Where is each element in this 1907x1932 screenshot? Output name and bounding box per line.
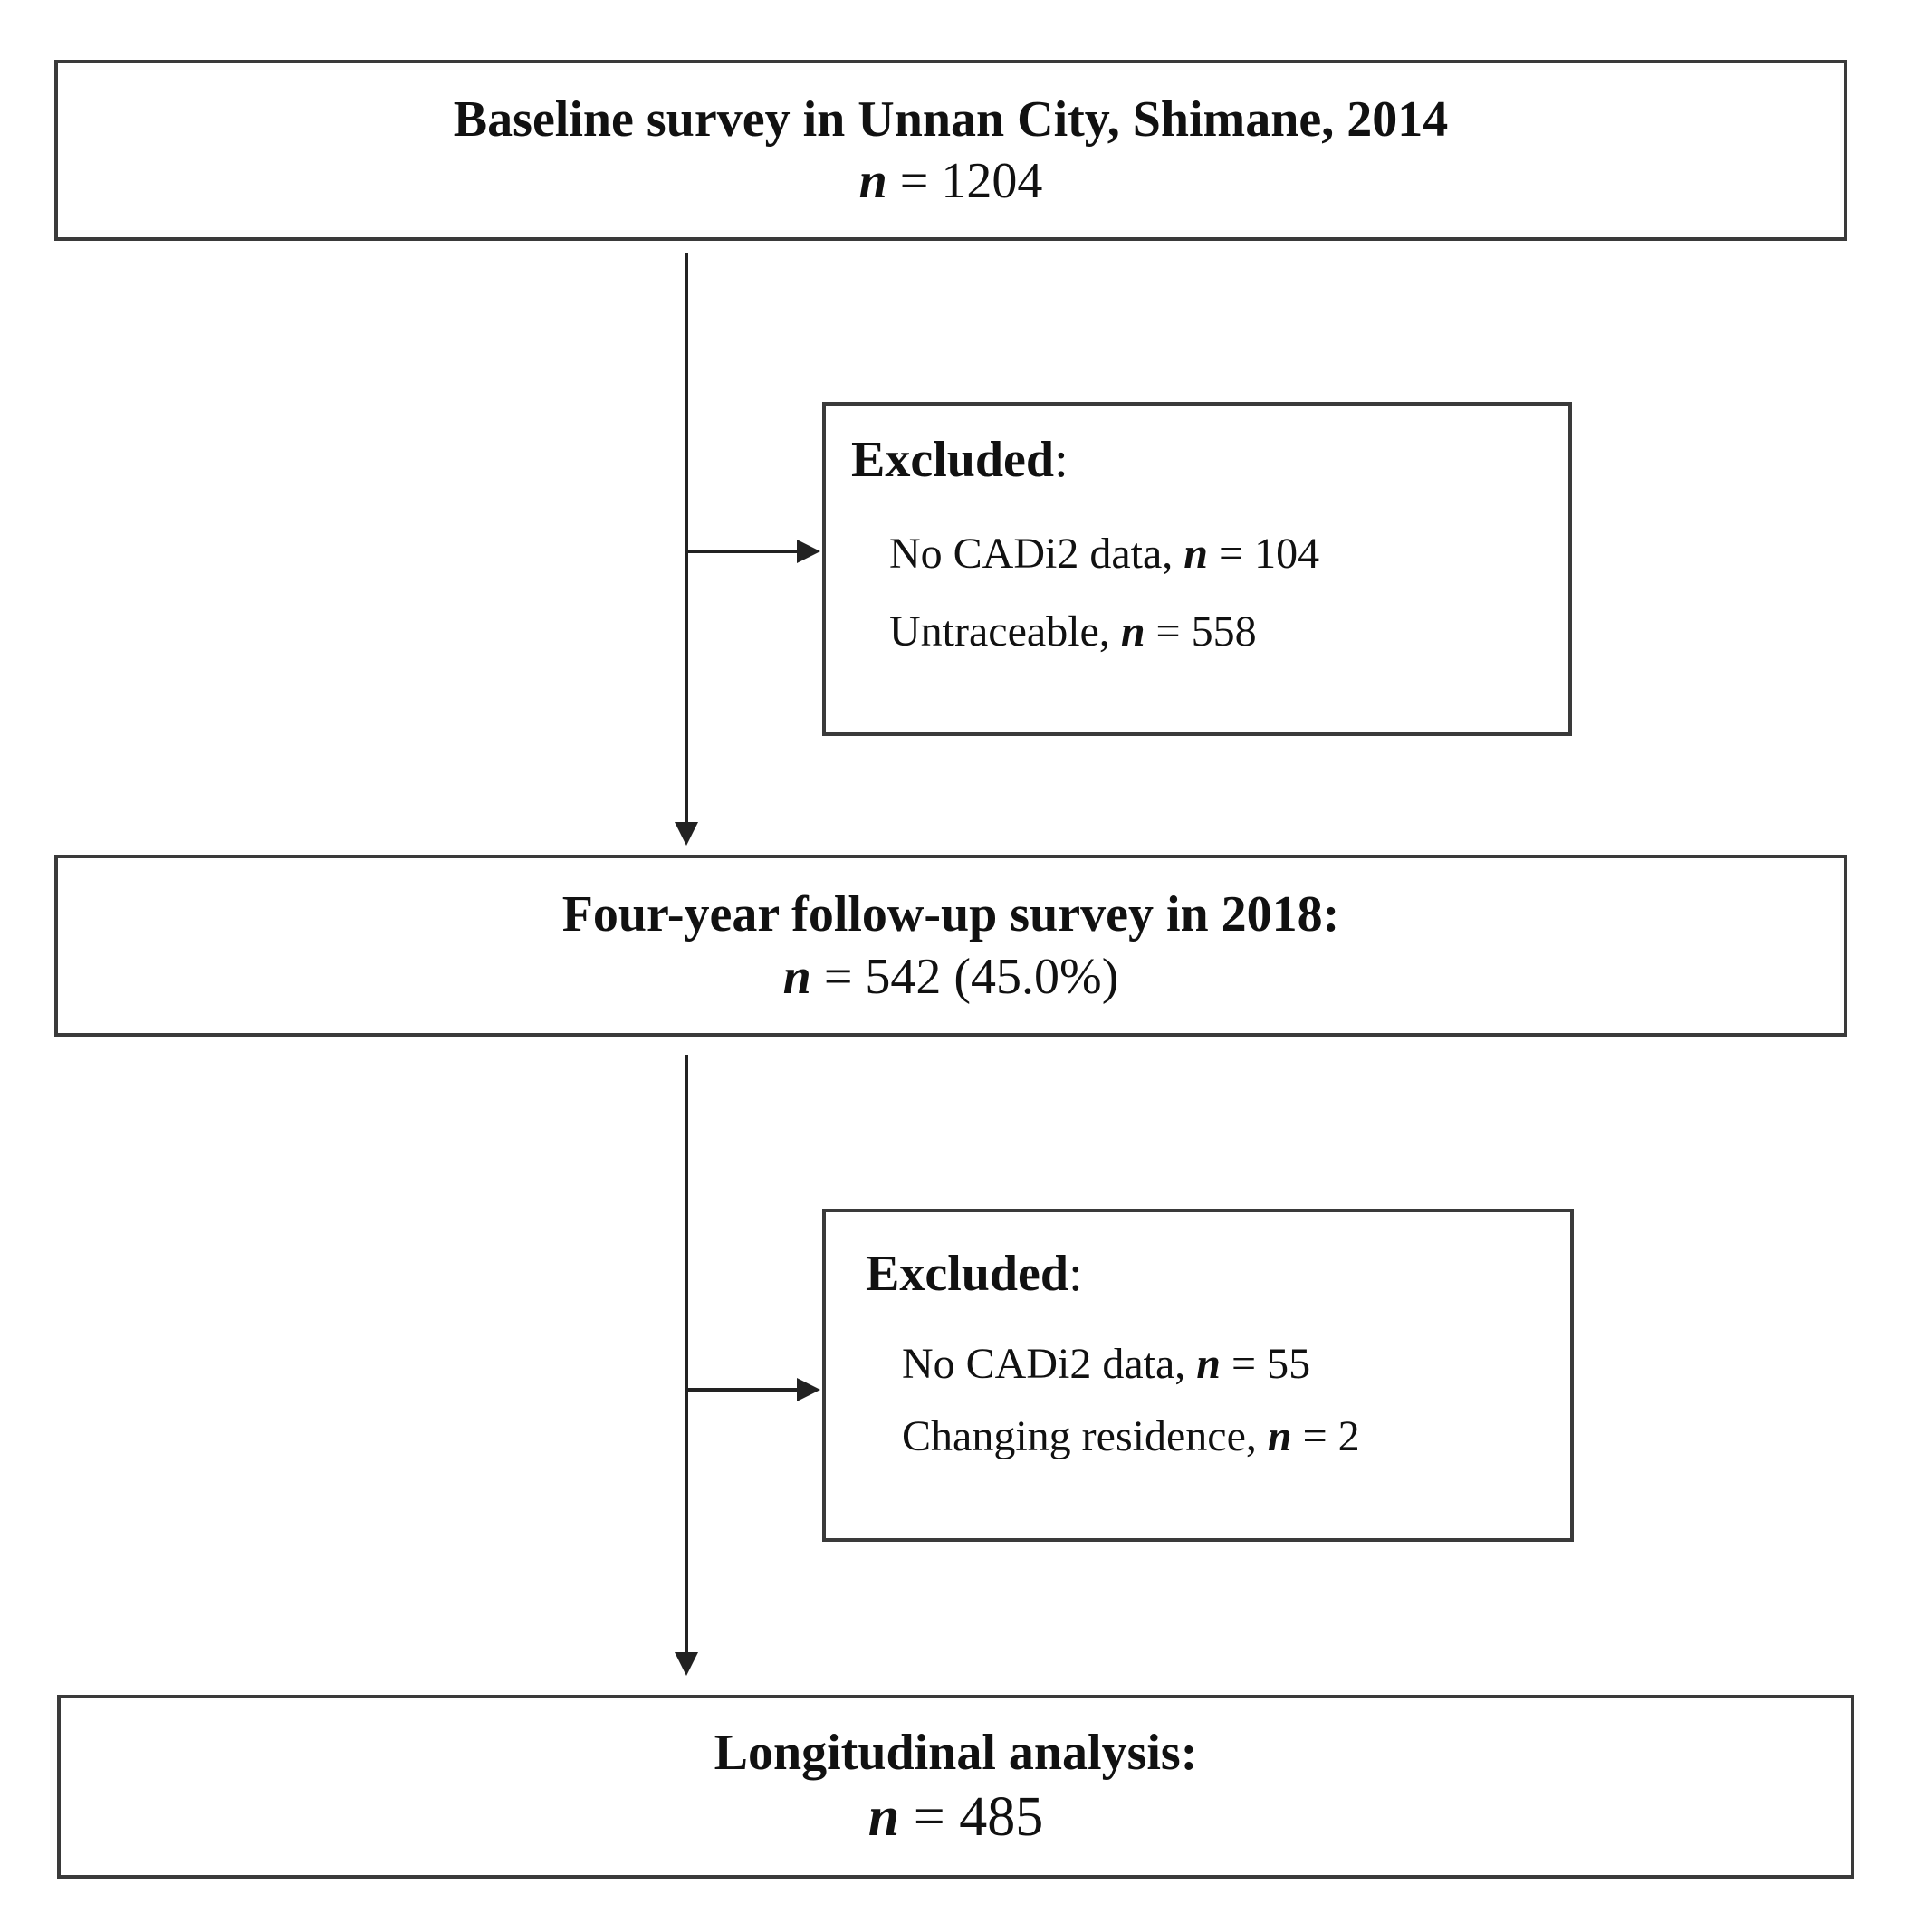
excluded-1-item-1-n: n bbox=[1120, 607, 1145, 655]
longitudinal-analysis-count bbox=[868, 1784, 1043, 1852]
excluded-box-1 bbox=[822, 402, 1572, 736]
excluded-2-item-changing-residence bbox=[902, 1411, 1360, 1461]
baseline-n-value: = 1204 bbox=[899, 153, 1043, 209]
baseline-survey-title: Baseline survey in Unnan City, Shimane, 2014 bbox=[453, 91, 1449, 148]
excluded-2-title bbox=[866, 1245, 1083, 1303]
excluded-1-item-0-text: No CADi2 data, bbox=[889, 530, 1184, 578]
follow-up-survey-box bbox=[54, 855, 1847, 1037]
baseline-survey-count bbox=[859, 150, 1043, 212]
arrowhead-to-excluded-2 bbox=[797, 1378, 820, 1401]
arrowhead-baseline-to-followup bbox=[675, 822, 698, 846]
baseline-n-label: n bbox=[858, 153, 887, 209]
excluded-1-title bbox=[851, 431, 1068, 489]
longitudinal-analysis-title: Longitudinal analysis: bbox=[714, 1724, 1198, 1781]
excluded-2-item-0-text: No CADi2 data, bbox=[902, 1340, 1197, 1388]
excluded-1-item-0-count: = 104 bbox=[1208, 530, 1320, 578]
excluded-1-item-0-n: n bbox=[1183, 530, 1208, 578]
excluded-box-2 bbox=[822, 1209, 1574, 1542]
arrowhead-followup-to-analysis bbox=[675, 1652, 698, 1676]
analysis-n-label: n bbox=[867, 1785, 900, 1848]
longitudinal-analysis-box bbox=[57, 1695, 1854, 1879]
excluded-1-item-no-cadi2 bbox=[889, 529, 1319, 579]
excluded-2-item-0-n: n bbox=[1196, 1340, 1221, 1388]
excluded-1-colon: : bbox=[1054, 432, 1068, 488]
excluded-2-item-0-count: = 55 bbox=[1221, 1340, 1311, 1388]
excluded-1-item-1-count: = 558 bbox=[1145, 607, 1257, 655]
arrowhead-to-excluded-1 bbox=[797, 540, 820, 563]
excluded-2-title-text: Excluded bbox=[866, 1246, 1069, 1302]
excluded-2-item-1-count: = 2 bbox=[1291, 1412, 1360, 1460]
follow-up-survey-count bbox=[783, 946, 1119, 1008]
follow-up-n-label: n bbox=[782, 948, 811, 1005]
follow-up-n-value: = 542 (45.0%) bbox=[823, 948, 1119, 1005]
baseline-survey-box bbox=[54, 60, 1847, 241]
excluded-2-item-1-n: n bbox=[1267, 1412, 1292, 1460]
excluded-2-item-no-cadi2 bbox=[902, 1339, 1310, 1389]
excluded-1-item-1-text: Untraceable, bbox=[889, 607, 1121, 655]
excluded-1-item-untraceable bbox=[889, 607, 1257, 656]
follow-up-survey-title: Four-year follow-up survey in 2018: bbox=[561, 886, 1340, 943]
excluded-1-title-text: Excluded bbox=[851, 432, 1055, 488]
excluded-2-item-1-text: Changing residence, bbox=[902, 1412, 1268, 1460]
excluded-2-colon: : bbox=[1068, 1246, 1083, 1302]
analysis-n-value: = 485 bbox=[913, 1785, 1044, 1848]
